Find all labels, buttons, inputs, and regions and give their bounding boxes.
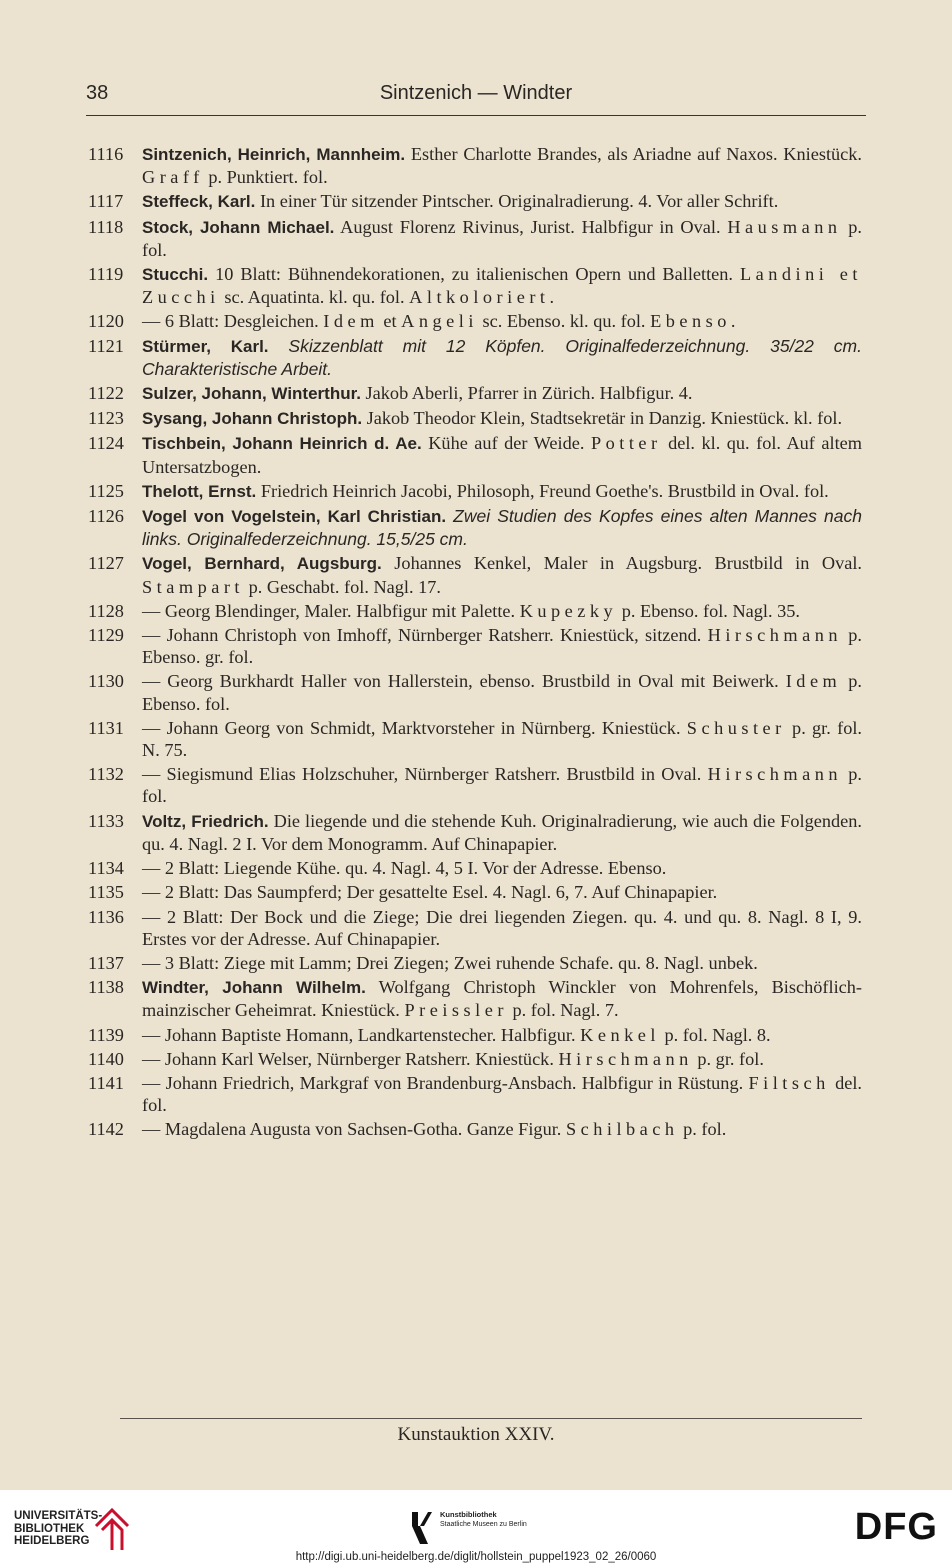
- entry-text: — Magdalena Augusta von Sachsen-Gotha. Ganze Figur.: [142, 1119, 566, 1140]
- entry-text: — Johann Georg von Schmidt, Marktvorsteher in Nürnberg. Kniestück.: [142, 717, 687, 738]
- footer-signature: Kunstauktion XXIV.: [397, 1424, 555, 1445]
- entry-text: Friedrich Heinrich Jacobi, Philosoph, Freund Goethe's. Brustbild in Oval. fol.: [256, 480, 829, 501]
- page-number: 38: [86, 82, 109, 104]
- catalogue-entry: [86, 624, 862, 668]
- entry-text: sc. Aquatinta. kl. qu. fol.: [219, 287, 410, 308]
- entry-text: — 2 Blatt: Der Bock und die Ziege; Die drei liegenden Ziegen. qu. 4. und qu. 8. Nagl. 8 I, 9. Erstes vor der Adresse. Auf Chinapapier.: [142, 906, 862, 949]
- running-title: Sintzenich — Windter: [379, 82, 573, 104]
- artist-name: Thelott, Ernst.: [142, 481, 257, 501]
- spaced-name: Kupezky: [519, 600, 618, 621]
- entry-text: — Johann Baptiste Homann, Landkartenstecher. Halbfigur.: [142, 1024, 581, 1045]
- entry-number: 1121: [88, 335, 124, 356]
- entry-number: 1140: [88, 1048, 124, 1069]
- entry-text: p. fol.: [142, 216, 862, 260]
- library-name-line: HEIDELBERG: [14, 1535, 90, 1547]
- catalogue-entry: [86, 382, 862, 405]
- entry-text: p. Ebenso. fol.: [142, 671, 862, 714]
- kunstbibliothek-credit[interactable]: [440, 1510, 527, 1530]
- catalogue-entry: [86, 976, 862, 1021]
- entry-text: — Johann Karl Welser, Nürnberger Ratsherr. Kniestück.: [142, 1048, 559, 1069]
- artist-name: Vogel, Bernhard, Augsburg.: [142, 554, 382, 574]
- entry-number: 1118: [88, 216, 124, 237]
- catalogue-entry: [86, 881, 862, 903]
- entry-text: 10 Blatt: Bühnendekorationen, zu italienischen Opern und Balletten.: [208, 264, 740, 285]
- entry-text: — 2 Blatt: Das Saumpferd; Der gesattelte Esel. 4. Nagl. 6, 7. Auf Chinapapier.: [142, 882, 718, 903]
- catalogue-entry: [86, 335, 862, 380]
- italic-description: Zwei Studien des Kopfes eines alten Mannes nach links. Originalfederzeichnung. 15,5/25 cm.: [142, 506, 862, 550]
- entry-text: p. Punktiert. fol.: [203, 167, 328, 188]
- entry-number: 1123: [88, 408, 124, 429]
- entry-text: del. fol.: [142, 1072, 862, 1116]
- catalogue-entry: [86, 1072, 862, 1116]
- catalogue-entry: [86, 552, 862, 597]
- artist-name: Stock, Johann Michael.: [142, 217, 335, 237]
- entry-number: 1134: [88, 858, 124, 879]
- digitization-banner: [0, 1490, 952, 1567]
- entry-number: 1117: [88, 191, 124, 212]
- entry-number: 1139: [88, 1024, 124, 1045]
- entry-text: — 3 Blatt: Ziege mit Lamm; Drei Ziegen; Zwei ruhende Schafe. qu. 8. Nagl. unbek.: [142, 952, 758, 973]
- catalogue-entry: [86, 1118, 862, 1140]
- entry-text: sc. Ebenso. kl. qu. fol.: [477, 311, 651, 332]
- entry-text: p. fol.: [678, 1119, 727, 1140]
- spaced-name: Landini et Zucchi: [142, 264, 862, 308]
- spaced-name: Hirschmann: [558, 1048, 693, 1069]
- artist-name: Tischbein, Johann Heinrich d. Ae.: [142, 434, 422, 454]
- entry-number: 1116: [88, 144, 124, 164]
- catalogue-entry: [86, 763, 862, 807]
- spaced-name: Stampart: [142, 576, 245, 597]
- artist-name: Stucchi.: [142, 265, 209, 285]
- artist-name: Stürmer, Karl.: [142, 336, 269, 356]
- entry-text: — Georg Blendinger, Maler. Halbfigur mit Palette.: [142, 600, 520, 621]
- catalogue-entry: [86, 1024, 862, 1046]
- spaced-name: Idem: [785, 671, 842, 692]
- entry-text: Jakob Theodor Klein, Stadtsekretär in Danzig. Kniestück. kl. fol.: [362, 408, 843, 429]
- spaced-name: Potter: [590, 433, 662, 454]
- artist-name: Sysang, Johann Christoph.: [142, 409, 363, 429]
- entry-text: Johannes Kenkel, Maler in Augsburg. Brustbild in Oval.: [381, 553, 862, 574]
- entry-number: 1141: [88, 1072, 124, 1093]
- spaced-name: Schuster: [686, 717, 786, 738]
- entry-number: 1119: [88, 264, 124, 285]
- catalogue-entry: [86, 480, 862, 503]
- catalogue-entry: [86, 143, 862, 188]
- page-header: [86, 78, 866, 110]
- entry-number: 1133: [88, 810, 124, 831]
- entry-number: 1122: [88, 383, 124, 404]
- spaced-name: Hirschmann: [707, 764, 843, 785]
- entry-text: Wolfgang Christoph Winckler von Mohrenfels, Bischöflich-mainzischer Geheimrat. Kniestück.: [142, 977, 862, 1021]
- entry-text: p. Ebenso. fol. Nagl. 35.: [617, 600, 800, 621]
- artist-name: Sintzenich, Heinrich, Mannheim.: [142, 145, 406, 164]
- spaced-name: Schilbach: [565, 1119, 679, 1140]
- entry-text: — Georg Burkhardt Haller von Hallerstein, ebenso. Brustbild in Oval mit Beiwerk.: [142, 671, 786, 692]
- entry-text: p. fol. Nagl. 7.: [507, 1000, 619, 1021]
- spaced-name: Altkoloriert.: [409, 287, 559, 308]
- library-name[interactable]: [14, 1510, 102, 1548]
- entry-text: Kühe auf der Weide.: [421, 433, 591, 454]
- spaced-name: Ebenso.: [650, 311, 740, 332]
- entry-text: p. fol. Nagl. 8.: [659, 1024, 771, 1045]
- entry-text: — Siegismund Elias Holzschuher, Nürnberger Ratsherr. Brustbild in Oval.: [142, 764, 708, 785]
- catalogue-entry: [86, 432, 862, 477]
- spaced-name: Idem: [323, 311, 379, 332]
- permalink-url[interactable]: http://digi.ub.uni-heidelberg.de/diglit/hollstein_puppel1923_02_26/0060: [295, 1551, 657, 1563]
- spaced-name: Preissler: [404, 1000, 508, 1021]
- spaced-name: Kenkel: [580, 1024, 660, 1045]
- entry-text: August Florenz Rivinus, Jurist. Halbfigur in Oval.: [334, 216, 728, 237]
- entry-number: 1136: [88, 906, 124, 927]
- entry-number: 1125: [88, 480, 124, 501]
- entry-text: In einer Tür sitzender Pintscher. Originalradierung. 4. Vor aller Schrift.: [255, 191, 779, 212]
- artist-name: Voltz, Friedrich.: [142, 811, 269, 831]
- artist-name: Vogel von Vogelstein, Karl Christian.: [142, 507, 447, 527]
- header-rule: [86, 115, 866, 116]
- entry-number: 1128: [88, 600, 124, 621]
- catalogue-entry: [86, 407, 862, 430]
- spaced-name: Graff: [142, 167, 204, 188]
- entry-number: 1124: [88, 433, 124, 454]
- catalogue-entry: [86, 216, 862, 261]
- catalogue-entries: [86, 143, 862, 1143]
- entry-text: p. gr. fol.: [692, 1048, 764, 1069]
- entry-number: 1138: [88, 977, 124, 998]
- entry-text: p. fol.: [142, 764, 862, 807]
- entry-number: 1130: [88, 671, 124, 692]
- catalogue-entry: [86, 1048, 862, 1070]
- spaced-name: Filtsch: [748, 1072, 830, 1093]
- entry-text: — Johann Christoph von Imhoff, Nürnberger Ratsherr. Kniestück, sitzend.: [142, 625, 708, 646]
- artist-name: Steffeck, Karl.: [142, 192, 256, 212]
- italic-description: Skizzenblatt mit 12 Köpfen. Originalfederzeichnung. 35/22 cm. Charakteristische Arbeit.: [142, 335, 862, 379]
- catalogue-entry: [86, 906, 862, 950]
- dfg-logo[interactable]: DFG: [854, 1506, 938, 1548]
- catalogue-entry: [86, 670, 862, 714]
- entry-text: p. Geschabt. fol. Nagl. 17.: [244, 576, 442, 597]
- library-name-line: UNIVERSITÄTS-: [14, 1510, 103, 1522]
- entry-text: Die liegende und die stehende Kuh. Originalradierung, wie auch die Folgenden. qu. 4. Nagl. 2 I. Vor dem Monogramm. Auf Chinapapier.: [142, 810, 862, 854]
- entry-number: 1137: [88, 952, 124, 973]
- entry-text: — 6 Blatt: Desgleichen.: [142, 311, 324, 332]
- entry-text: p. Ebenso. gr. fol.: [142, 625, 862, 668]
- entry-number: 1135: [88, 882, 124, 903]
- entry-number: 1126: [88, 506, 124, 527]
- library-name-line: BIBLIOTHEK: [14, 1522, 85, 1535]
- catalogue-entry: [86, 190, 862, 213]
- entry-number: 1131: [88, 717, 124, 738]
- catalogue-entry: [86, 857, 862, 879]
- kunstbibliothek-logo-icon[interactable]: [408, 1510, 432, 1546]
- entry-text: — Johann Friedrich, Markgraf von Brandenburg-Ansbach. Halbfigur in Rüstung.: [142, 1072, 749, 1093]
- entry-number: 1120: [88, 311, 124, 332]
- catalogue-entry: [86, 600, 862, 622]
- entry-number: 1129: [88, 625, 124, 646]
- ub-heidelberg-logo-icon[interactable]: [92, 1506, 132, 1552]
- catalogue-entry: [86, 505, 862, 550]
- entry-text: del. kl. qu. fol. Auf altem Untersatzbogen.: [142, 433, 862, 477]
- entry-text: — 2 Blatt: Liegende Kühe. qu. 4. Nagl. 4, 5 I. Vor der Adresse. Ebenso.: [142, 858, 667, 879]
- entry-number: 1132: [88, 764, 124, 785]
- entry-text: Esther Charlotte Brandes, als Ariadne auf Naxos. Kniestück.: [405, 144, 862, 164]
- entry-text: et: [378, 311, 402, 332]
- spaced-name: Hirschmann: [707, 625, 842, 646]
- catalogue-entry: [86, 717, 862, 761]
- entry-number: 1127: [88, 553, 124, 574]
- entry-text: p. gr. fol. N. 75.: [142, 717, 862, 761]
- kb-title: Kunstbibliothek: [440, 1510, 497, 1519]
- footer-rule: [120, 1418, 862, 1419]
- entry-text: Jakob Aberli, Pfarrer in Zürich. Halbfigur. 4.: [360, 383, 693, 404]
- catalogue-entry: [86, 263, 862, 308]
- catalogue-entry: [86, 810, 862, 855]
- spaced-name: Angeli: [401, 311, 478, 332]
- kb-subtitle: Staatliche Museen zu Berlin: [440, 1521, 527, 1528]
- artist-name: Windter, Johann Wilhelm.: [142, 978, 366, 998]
- entry-number: 1142: [88, 1119, 124, 1140]
- catalogue-entry: [86, 952, 862, 974]
- catalogue-entry: [86, 310, 862, 332]
- spaced-name: Hausmann: [727, 216, 842, 237]
- artist-name: Sulzer, Johann, Winterthur.: [142, 384, 361, 404]
